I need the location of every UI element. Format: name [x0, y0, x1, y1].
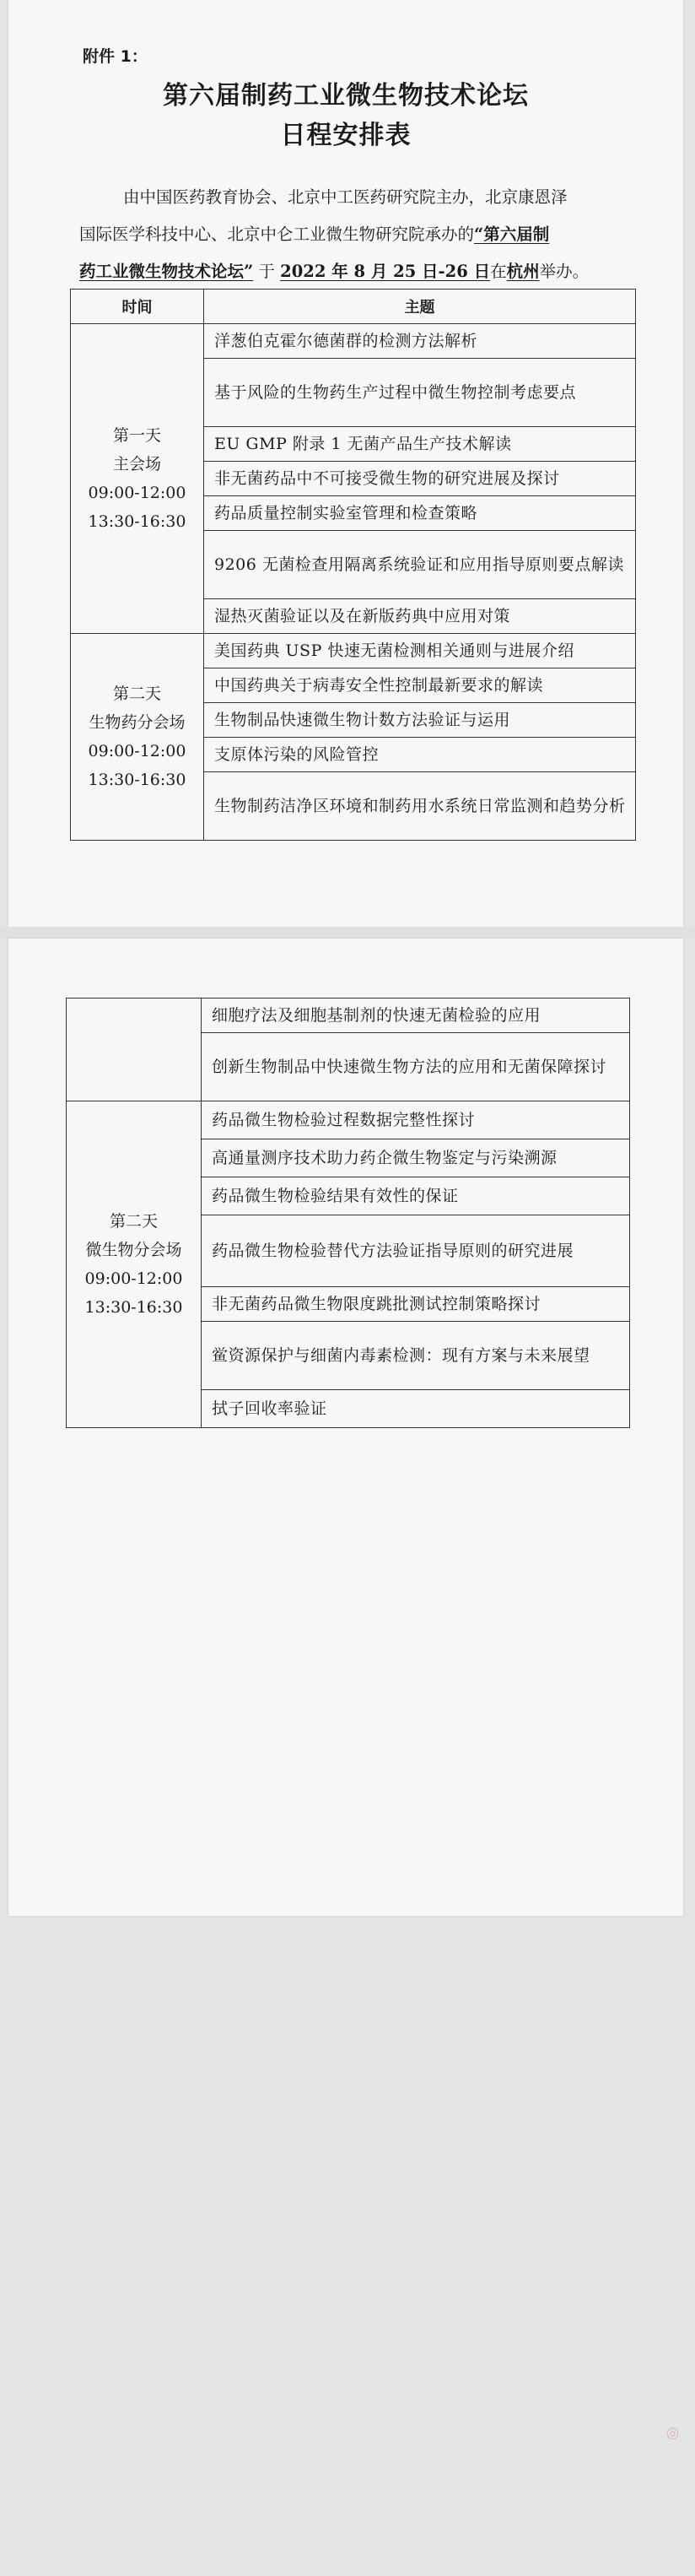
session-time-cell	[67, 1101, 202, 1428]
intro-line-1: 由中国医药教育协会、北京中工医药研究院主办，北京康恩泽	[123, 187, 568, 207]
session-venue: 主会场	[112, 455, 161, 474]
forum-name-end: 药工业微生物技术论坛”	[79, 262, 254, 281]
topic-cell: 生物制药洁净区环境和制药用水系统日常监测和趋势分析	[204, 772, 636, 841]
intro-line-3d: 在	[490, 262, 507, 281]
header-time: 时间	[71, 290, 204, 324]
topic-cell: 高通量测序技术助力药企微生物鉴定与污染溯源	[202, 1139, 630, 1177]
session-time-pm: 13:30-16:30	[88, 512, 186, 531]
session-day: 第一天	[112, 426, 161, 445]
topic-cell: 9206 无菌检查用隔离系统验证和应用指导原则要点解读	[204, 531, 636, 599]
continued-time-cell	[67, 998, 202, 1101]
session-time-am: 09:00-12:00	[88, 484, 186, 502]
topic-cell: 非无菌药品中不可接受微生物的研究进展及探讨	[204, 462, 636, 496]
session-time-cell	[71, 634, 204, 841]
intro-line-3f: 举办。	[539, 262, 590, 281]
topic-cell: 细胞疗法及细胞基制剂的快速无菌检验的应用	[202, 998, 630, 1033]
topic-cell: 创新生物制品中快速微生物方法的应用和无菌保障探讨	[202, 1033, 630, 1101]
intro-line-2a: 国际医学科技中心、北京中仑工业微生物研究院承办的	[79, 225, 475, 244]
session-time-pm: 13:30-16:30	[88, 771, 186, 789]
attachment-label: 附件 1：	[83, 47, 148, 66]
topic-cell: 非无菌药品微生物限度跳批测试控制策略探讨	[202, 1287, 630, 1322]
schedule-table-2	[66, 998, 630, 1428]
event-city: 杭州	[506, 262, 540, 281]
topic-cell: 药品微生物检验过程数据完整性探讨	[202, 1101, 630, 1139]
topic-cell: 中国药典关于病毒安全性控制最新要求的解读	[204, 668, 636, 703]
session-time-cell	[71, 324, 204, 634]
topic-cell: EU GMP 附录 1 无菌产品生产技术解读	[204, 427, 636, 462]
schedule-table-1	[70, 289, 636, 841]
topic-cell: 生物制品快速微生物计数方法验证与运用	[204, 703, 636, 738]
session-venue: 生物药分会场	[89, 713, 186, 732]
topic-cell: 药品微生物检验结果有效性的保证	[202, 1177, 630, 1215]
session-time-am: 09:00-12:00	[84, 1269, 183, 1288]
topic-cell: 支原体污染的风险管控	[204, 738, 636, 772]
intro-line-3b: 于	[258, 262, 275, 281]
document-subtitle: 日程安排表	[280, 121, 412, 150]
topic-cell: 药品质量控制实验室管理和检查策略	[204, 496, 636, 531]
topic-cell: 基于风险的生物药生产过程中微生物控制考虑要点	[204, 359, 636, 427]
table-row	[67, 998, 630, 1033]
topic-cell: 药品微生物检验替代方法验证指导原则的研究进展	[202, 1215, 630, 1287]
topic-cell: 洋葱伯克霍尔德菌群的检测方法解析	[204, 324, 636, 359]
table-row	[71, 634, 636, 668]
session-time-pm: 13:30-16:30	[84, 1298, 183, 1317]
session-time-am: 09:00-12:00	[88, 742, 186, 760]
intro-paragraph	[79, 179, 628, 290]
table-row	[71, 324, 636, 359]
header-topic: 主题	[204, 290, 636, 324]
session-day: 第二天	[109, 1212, 158, 1231]
table-header-row	[71, 290, 636, 324]
document-title: 第六届制药工业微生物技术论坛	[163, 81, 529, 111]
document-page-1	[8, 0, 683, 927]
topic-cell: 湿热灭菌验证以及在新版药典中应用对策	[204, 599, 636, 634]
forum-name-start: “第六届制	[474, 225, 550, 244]
seal-stamp-fragment: ◎	[664, 2424, 682, 2442]
topic-cell: 美国药典 USP 快速无菌检测相关通则与进展介绍	[204, 634, 636, 668]
page-gap	[0, 927, 695, 939]
topic-cell: 拭子回收率验证	[202, 1390, 630, 1428]
topic-cell: 鲎资源保护与细菌内毒素检测：现有方案与未来展望	[202, 1322, 630, 1390]
session-day: 第二天	[112, 685, 161, 703]
table-row	[67, 1101, 630, 1139]
session-venue: 微生物分会场	[85, 1241, 182, 1259]
event-date: 2022 年 8 月 25 日-26 日	[280, 262, 491, 281]
